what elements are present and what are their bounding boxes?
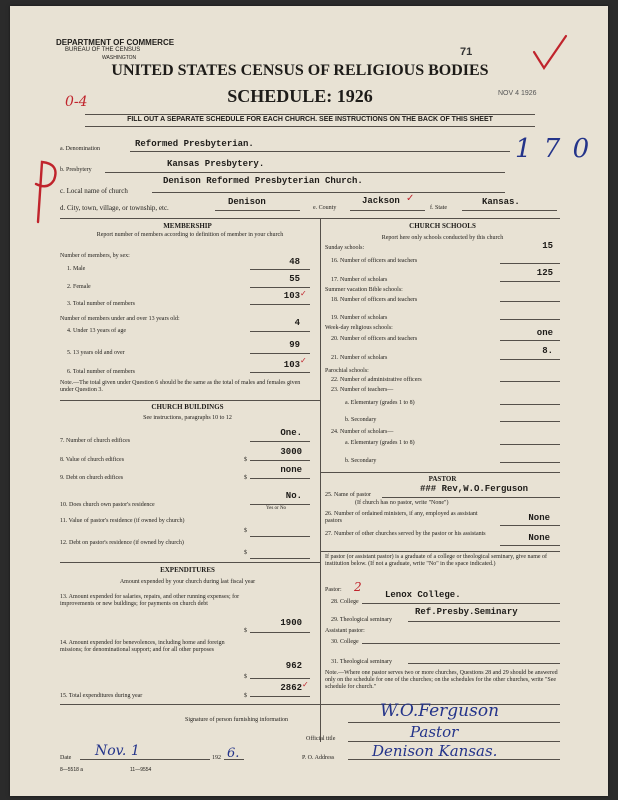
- red-annotation-0-4: 0-4: [65, 94, 88, 110]
- schedule-year: SCHEDULE: 1926: [227, 86, 373, 106]
- q7-label: 7. Number of church edifices: [60, 438, 131, 444]
- denomination-label: a. Denomination: [60, 146, 100, 152]
- q6-value: 103: [283, 360, 300, 370]
- q23-label: 23. Number of teachers—: [331, 387, 394, 393]
- denomination-value: Reformed Presbyterian.: [135, 139, 254, 149]
- q6-check-mark: ✓: [300, 356, 307, 365]
- q15-label: 15. Total expenditures during year: [60, 693, 143, 699]
- q13-label: 13. Amount expended for salaries, repairs, and other running expenses; for improvements or new buildings; for payments on church debt: [60, 594, 240, 607]
- census-schedule-sheet: [10, 6, 608, 796]
- q23a-label: a. Elementary (grades 1 to 8): [345, 400, 415, 406]
- state-label: f. State: [430, 205, 447, 211]
- expenditures-title: EXPENDITURES: [160, 566, 215, 574]
- graduate-note: If pastor (or assistant pastor) is a graduate of a college or theological seminary, give name of institution below. (If not a graduate, write "No" in the space indicated.): [325, 554, 548, 567]
- q20-label: 20. Number of officers and teachers: [331, 336, 418, 342]
- q25-note: (If church has no pastor, write "None"): [355, 500, 449, 506]
- church-name-value: Denison Reformed Presbyterian Church.: [163, 176, 363, 186]
- q5-label: 5. 13 years old and over: [67, 350, 125, 356]
- q12-dollar: $: [244, 550, 247, 556]
- form-title: UNITED STATES CENSUS OF RELIGIOUS BODIES: [111, 62, 489, 79]
- q14-value: 962: [285, 661, 302, 671]
- year-prefix: 192: [212, 755, 221, 761]
- q18-label: 18. Number of officers and teachers: [331, 297, 418, 303]
- weekday-schools-label: Week-day religious schools:: [325, 325, 393, 331]
- q10-label: 10. Does church own pastor's residence: [60, 502, 155, 508]
- pastor-sub-label: Pastor:: [325, 587, 342, 593]
- q28-label: 28. College: [331, 599, 359, 605]
- presbytery-label: b. Presbytery: [60, 167, 92, 173]
- q30-label: 30. College: [331, 639, 359, 645]
- county-check-mark: ✓: [406, 193, 415, 204]
- q1-label: 1. Male: [67, 266, 86, 272]
- sunday-schools-count: 15: [542, 241, 553, 251]
- membership-note: Note.—The total given under Question 6 should be the same as the total of males and females given under Question 3.: [60, 380, 301, 393]
- q3-value: 103: [283, 291, 300, 301]
- official-title-label: Official title: [306, 736, 336, 742]
- q14-label: 14. Amount expended for benevolences, including home and foreign missions; for denominational support; and for all other purposes: [60, 640, 225, 653]
- q29-label: 29. Theological seminary: [331, 617, 393, 623]
- q29-value: Ref.Presby.Seminary: [415, 607, 518, 617]
- year-suffix: 6.: [227, 746, 240, 761]
- po-address-label: P. O. Address: [302, 755, 335, 761]
- q20-value: one: [536, 328, 553, 338]
- schedule-number: 71: [460, 46, 473, 58]
- q9-label: 9. Debt on church edifices: [60, 475, 124, 481]
- q15-dollar: $: [244, 693, 247, 699]
- presbytery-value: Kansas Presbytery.: [167, 159, 265, 169]
- city-label: d. City, town, village, or township, etc.: [60, 204, 169, 212]
- form-number: 8—5518 a: [60, 767, 84, 773]
- q14-dollar: $: [244, 674, 247, 680]
- city-value: Denison: [228, 197, 266, 207]
- q23b-label: b. Secondary: [345, 417, 377, 423]
- q24a-label: a. Elementary (grades 1 to 8): [345, 440, 415, 446]
- print-number: 11—9554: [130, 767, 152, 773]
- parochial-schools-label: Parochial schools:: [325, 368, 369, 374]
- bureau-name: BUREAU OF THE CENSUS: [65, 47, 141, 53]
- q9-value: none: [280, 465, 302, 475]
- membership-title: MEMBERSHIP: [163, 222, 212, 230]
- q16-label: 16. Number of officers and teachers: [331, 258, 418, 264]
- church-schools-intro: Report here only schools conducted by this church: [381, 235, 504, 241]
- members-by-sex-label: Number of members, by sex:: [60, 253, 130, 259]
- red-check-mark: [530, 34, 570, 74]
- signature-value: W.O.Ferguson: [380, 701, 500, 721]
- summer-schools-label: Summer vacation Bible schools:: [325, 287, 403, 293]
- q6-label: 6. Total number of members: [67, 369, 135, 375]
- pastor-note: Note.—Where one pastor serves two or more churches, Questions 28 and 29 should be answered only on the schedule for one of the churches; on the schedules for the other churches, write "See schedule for church.": [325, 670, 558, 690]
- q21-label: 21. Number of scholars: [331, 355, 388, 361]
- church-buildings-sub: See instructions, paragraphs 10 to 12: [143, 415, 232, 421]
- q12-label: 12. Debt on pastor's residence (if owned by church): [60, 540, 184, 546]
- q17-label: 17. Number of scholars: [331, 277, 388, 283]
- q26-label: 26. Number of ordained ministers, if any, employed as assistant pastors: [325, 511, 478, 524]
- q26-value: None: [528, 513, 550, 523]
- received-stamp: NOV 4 1926: [498, 90, 537, 97]
- q2-label: 2. Female: [67, 284, 91, 290]
- q27-value: None: [528, 533, 550, 543]
- church-buildings-title: CHURCH BUILDINGS: [151, 403, 224, 411]
- date-label: Date: [60, 755, 72, 761]
- q5-value: 99: [289, 340, 300, 350]
- q4-label: 4. Under 13 years of age: [67, 328, 126, 334]
- q24-label: 24. Number of scholars—: [331, 429, 394, 435]
- pastor-red-mark: 2: [354, 580, 362, 594]
- under-over-label: Number of members under and over 13 years old:: [60, 316, 180, 322]
- county-label: e. County: [313, 205, 337, 211]
- q1-value: 48: [289, 257, 300, 267]
- church-name-label: c. Local name of church: [60, 187, 128, 195]
- expenditures-sub: Amount expended by your church during last fiscal year: [119, 579, 256, 585]
- q15-check-mark: ✓: [302, 680, 309, 689]
- q11-dollar: $: [244, 528, 247, 534]
- q10-value: No.: [285, 491, 302, 501]
- red-p-mark: [24, 156, 64, 226]
- state-value: Kansas.: [482, 197, 520, 207]
- fill-instruction: FILL OUT A SEPARATE SCHEDULE FOR EACH CHURCH. SEE INSTRUCTIONS ON THE BACK OF THIS SHEET: [127, 116, 493, 123]
- q9-dollar: $: [244, 475, 247, 481]
- q27-label: 27. Number of other churches served by the pastor or his assistants: [325, 531, 486, 537]
- department-name: DEPARTMENT OF COMMERCE: [56, 38, 175, 47]
- handwritten-number-170: 1 7 0: [515, 134, 592, 164]
- q11-label: 11. Value of pastor's residence (if owned by church): [60, 518, 185, 524]
- q13-dollar: $: [244, 628, 247, 634]
- q8-value: 3000: [280, 447, 302, 457]
- q24b-label: b. Secondary: [345, 458, 377, 464]
- q22-label: 22. Number of administrative officers: [331, 377, 422, 383]
- signature-label: Signature of person furnishing information: [185, 717, 288, 723]
- q3-check-mark: ✓: [300, 289, 307, 298]
- bureau-city: WASHINGTON: [102, 55, 137, 61]
- q25-value: ### Rev,W.O.Ferguson: [420, 484, 529, 494]
- q31-label: 31. Theological seminary: [331, 659, 393, 665]
- church-schools-title: CHURCH SCHOOLS: [409, 222, 476, 230]
- date-value: Nov. 1: [95, 743, 140, 759]
- q8-dollar: $: [244, 457, 247, 463]
- membership-intro: Report number of members according to definition of member in your church: [96, 232, 284, 238]
- q2-value: 55: [289, 274, 300, 284]
- sunday-schools-label: Sunday schools:: [325, 245, 365, 251]
- pastor-title: PASTOR: [428, 475, 457, 483]
- q17-value: 125: [536, 268, 553, 278]
- assistant-pastor-label: Assistant pastor:: [325, 628, 365, 634]
- q13-value: 1900: [280, 618, 302, 628]
- q21-value: 8.: [542, 346, 553, 356]
- yes-no-hint: Yes or No: [266, 506, 287, 511]
- q3-label: 3. Total number of members: [67, 301, 135, 307]
- q7-value: One.: [280, 428, 302, 438]
- q28-value: Lenox College.: [385, 590, 461, 600]
- county-value: Jackson: [362, 196, 400, 206]
- q25-label: 25. Name of pastor: [325, 492, 371, 498]
- q8-label: 8. Value of church edifices: [60, 457, 125, 463]
- q4-value: 4: [294, 318, 300, 328]
- po-address-value: Denison Kansas.: [372, 742, 498, 760]
- official-title-value: Pastor: [410, 723, 459, 741]
- q19-label: 19. Number of scholars: [331, 315, 388, 321]
- q15-value: 2862: [280, 683, 302, 693]
